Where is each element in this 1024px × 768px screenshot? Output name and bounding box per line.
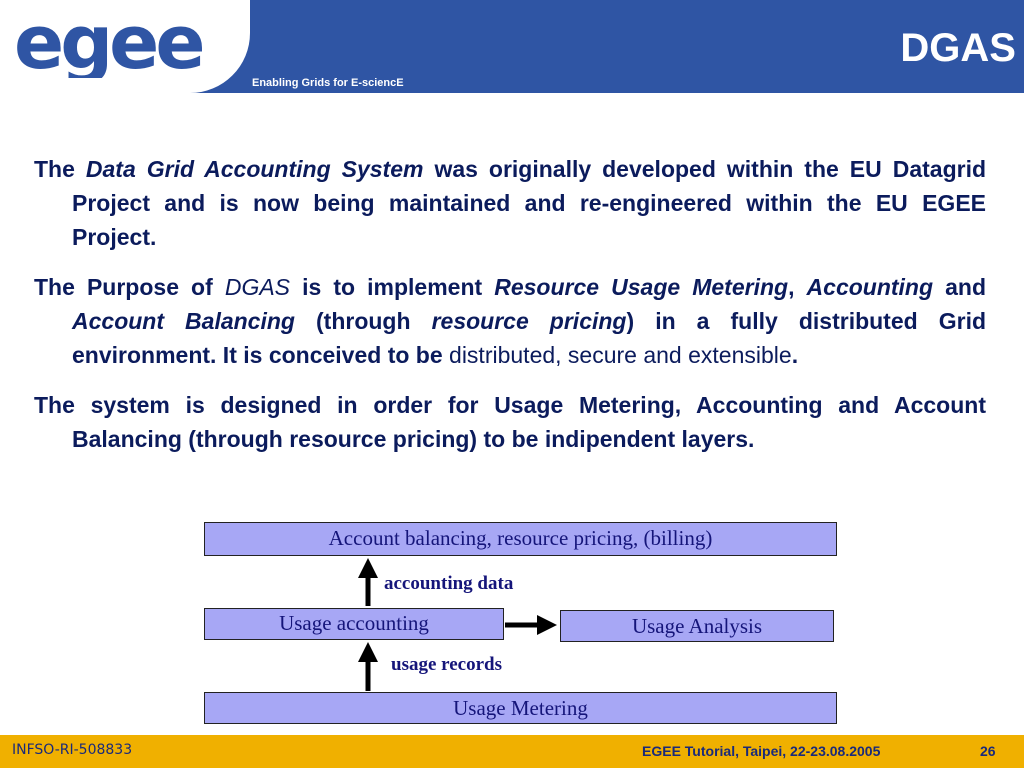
p2-text-j: resource pricing — [431, 308, 627, 334]
arrow-up-metering — [358, 642, 378, 691]
p2-text-l: distributed, secure and extensible — [449, 342, 792, 368]
tagline: Enabling Grids for E-sciencE — [252, 77, 404, 89]
p2-text-c: is to implement — [290, 274, 495, 300]
p1-text-c: was originally developed within the EU Datagrid Project and is now being maintained and re-engineered within the EU EGEE Project. — [72, 156, 987, 250]
egee-logo-text: egee — [14, 14, 202, 78]
arrow-up-accounting — [358, 558, 378, 606]
usage-accounting-box: Usage accounting — [204, 608, 504, 640]
p1-text-b: Data Grid Accounting System — [85, 156, 424, 182]
p2-text-b: DGAS — [224, 274, 291, 300]
event-name: EGEE Tutorial, Taipei, 22-23.08.2005 — [642, 743, 881, 759]
usage-analysis-box: Usage Analysis — [560, 610, 834, 642]
p2-text-m: . — [791, 342, 799, 368]
page-number: 26 — [980, 743, 996, 759]
account-balancing-box: Account balancing, resource pricing, (billing) — [204, 522, 837, 556]
p2-text-g: and — [933, 274, 987, 300]
page-title: DGAS — [900, 26, 1016, 70]
p2-text-f: Accounting — [806, 274, 934, 300]
p2-text-i: (through — [294, 308, 432, 334]
accounting-data-label: accounting data — [384, 573, 514, 594]
arrow-right-analysis — [505, 615, 557, 635]
p2-text-e: , — [788, 274, 807, 300]
p1-text-a: The — [34, 156, 86, 182]
p2-text-d: Resource Usage Metering — [494, 274, 789, 300]
p2-text-k: ) in a fully distributed Grid environment. It is conceived to be — [72, 308, 987, 368]
p2-text-a: The Purpose of — [34, 274, 225, 300]
p2-text-h: Account Balancing — [72, 308, 295, 334]
project-code: INFSO-RI-508833 — [12, 742, 133, 758]
usage-records-label: usage records — [391, 654, 502, 675]
footer-bar — [0, 735, 1024, 768]
paragraph-3: The system is designed in order for Usage Metering, Accounting and Account Balancing (through resource pricing) to be indipendent layers. — [34, 392, 986, 452]
usage-metering-box: Usage Metering — [204, 692, 837, 724]
